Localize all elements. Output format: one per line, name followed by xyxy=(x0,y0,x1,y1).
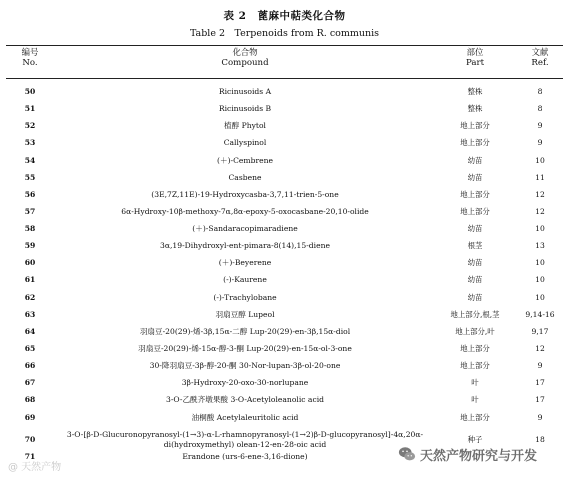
cell-no: 50 xyxy=(24,87,36,96)
cell-part: 地上部分 xyxy=(460,190,490,199)
cell-compound: (＋)-Sandaracopimaradiene xyxy=(192,224,298,233)
table-row xyxy=(0,173,569,183)
watermark-right xyxy=(398,444,537,464)
cell-no: 70 xyxy=(24,435,36,444)
cell-compound: (＋)-Beyerene xyxy=(218,258,272,267)
cell-part: 地上部分 xyxy=(460,344,490,353)
cell-ref: 17 xyxy=(535,378,545,387)
table-row xyxy=(0,87,569,97)
table-row xyxy=(0,310,569,320)
cell-compound: 油桐酸 Acetylaleuritolic acid xyxy=(191,413,299,422)
watermark-right-text: 天然产物研究与开发 xyxy=(420,448,538,464)
cell-part: 幼苗 xyxy=(467,173,483,182)
table-row xyxy=(0,293,569,303)
cell-no: 57 xyxy=(24,207,36,216)
cell-part: 地上部分 xyxy=(460,138,490,147)
cell-no: 51 xyxy=(24,104,36,113)
cell-compound: 3β-Hydroxy-20-oxo-30-norlupane xyxy=(181,378,309,387)
cell-compound: 30-降羽扇豆-3β-醇-20-酮 30-Nor-lupan-3β-ol-20-one xyxy=(149,361,341,370)
cell-part: 地上部分,叶 xyxy=(455,327,495,336)
table-row xyxy=(0,413,569,423)
cell-no: 60 xyxy=(24,258,36,267)
cell-compound: 6α-Hydroxy-10β-methoxy-7α,8α-epoxy-5-oxocasbane-20,10-olide xyxy=(121,207,369,216)
cell-part: 地上部分 xyxy=(460,361,490,370)
header-ref-zh: 文献 xyxy=(531,47,549,57)
cell-no: 65 xyxy=(24,344,36,353)
cell-compound: Casbene xyxy=(228,173,262,182)
table-top-rule xyxy=(6,45,563,46)
cell-ref: 9,14-16 xyxy=(525,310,555,319)
cell-part: 整株 xyxy=(467,104,483,113)
cell-compound: 3-O-乙酰齐墩果酸 3-O-Acetyloleanolic acid xyxy=(166,395,324,404)
cell-no: 55 xyxy=(24,173,36,182)
header-no-zh: 编号 xyxy=(21,47,39,57)
header-no-en: No. xyxy=(22,58,38,68)
cell-part: 整株 xyxy=(467,87,483,96)
table-row xyxy=(0,224,569,234)
cell-compound: (＋)-Cembrene xyxy=(217,156,273,165)
cell-compound: (-)-Trachylobane xyxy=(213,293,277,302)
header-compound xyxy=(60,47,430,69)
header-part-en: Part xyxy=(465,58,485,68)
cell-ref: 9 xyxy=(537,121,543,130)
header-ref xyxy=(520,47,560,69)
cell-ref: 12 xyxy=(535,344,545,353)
table-row xyxy=(0,258,569,268)
cell-compound: Ricinusoids A xyxy=(218,87,272,96)
cell-part: 幼苗 xyxy=(467,224,483,233)
cell-part: 幼苗 xyxy=(467,156,483,165)
cell-no: 68 xyxy=(24,395,36,404)
cell-ref: 11 xyxy=(535,173,545,182)
cell-no: 56 xyxy=(24,190,36,199)
cell-compound: 3-O-[β-D-Glucuronopyranosyl-(1→3)-α-L-rhamnopyranosyl-(1→2)β-D-glucopyranosyl]-4α,20α-di(hydroxymethyl) olean-12-en-28-oic acid xyxy=(66,430,424,449)
wechat-logo-icon xyxy=(398,445,416,463)
table-row xyxy=(0,207,569,217)
cell-compound: 3α,19-Dihydroxyl-ent-pimara-8(14),15-diene xyxy=(160,241,330,250)
cell-part: 地上部分 xyxy=(460,413,490,422)
header-part xyxy=(430,47,520,69)
cell-part: 叶 xyxy=(471,378,479,387)
table-row xyxy=(0,344,569,354)
cell-part: 根茎 xyxy=(467,241,483,250)
cell-no: 66 xyxy=(24,361,36,370)
cell-no: 63 xyxy=(24,310,36,319)
cell-part: 地上部分,根,茎 xyxy=(450,310,500,319)
table-row xyxy=(0,275,569,285)
header-compound-zh: 化合物 xyxy=(232,47,258,57)
cell-ref: 12 xyxy=(535,190,545,199)
cell-ref: 18 xyxy=(535,435,545,444)
cell-ref: 10 xyxy=(535,293,545,302)
cell-ref: 9 xyxy=(537,138,543,147)
table-header-rule xyxy=(6,78,563,79)
cell-no: 52 xyxy=(24,121,36,130)
table-caption-en: Table 2 Terpenoids from R. communis xyxy=(189,28,380,39)
cell-part: 幼苗 xyxy=(467,258,483,267)
table-header xyxy=(0,47,569,79)
table-row xyxy=(0,138,569,148)
cell-no: 69 xyxy=(24,413,36,422)
header-no xyxy=(10,47,50,69)
cell-ref: 10 xyxy=(535,275,545,284)
table-row xyxy=(0,327,569,337)
cell-compound: Ricinusoids B xyxy=(218,104,272,113)
cell-compound: Erandone (urs-6-ene-3,16-dione) xyxy=(182,452,308,461)
cell-compound: 羽扇豆-20(29)-烯-3β,15α-二醇 Lup-20(29)-en-3β,15α-diol xyxy=(139,327,351,336)
cell-ref: 12 xyxy=(535,207,545,216)
table-row xyxy=(0,104,569,114)
cell-part: 种子 xyxy=(467,435,483,444)
watermark-left: @ 天然产物 xyxy=(8,462,62,473)
header-ref-en: Ref. xyxy=(531,58,549,68)
table-row xyxy=(0,395,569,405)
cell-compound: 植醇 Phytol xyxy=(224,121,266,130)
cell-ref: 8 xyxy=(537,104,543,113)
cell-part: 叶 xyxy=(471,395,479,404)
cell-ref: 10 xyxy=(535,224,545,233)
table-row xyxy=(0,121,569,131)
cell-ref: 8 xyxy=(537,87,543,96)
cell-compound: (-)-Kaurene xyxy=(223,275,267,284)
cell-no: 58 xyxy=(24,224,36,233)
cell-ref: 10 xyxy=(535,156,545,165)
cell-part: 幼苗 xyxy=(467,275,483,284)
header-part-zh: 部位 xyxy=(466,47,484,57)
cell-no: 61 xyxy=(24,275,36,284)
cell-no: 53 xyxy=(24,138,36,147)
cell-compound: (3E,7Z,11E)-19-Hydroxycasba-3,7,11-trien-5-one xyxy=(151,190,339,199)
cell-compound: 羽扇豆醇 Lupeol xyxy=(215,310,275,319)
cell-no: 67 xyxy=(24,378,36,387)
table-row xyxy=(0,378,569,388)
table-row xyxy=(0,241,569,251)
header-compound-en: Compound xyxy=(221,58,269,68)
cell-compound: Callyspinol xyxy=(223,138,267,147)
cell-no: 54 xyxy=(24,156,36,165)
table-row xyxy=(0,361,569,371)
cell-no: 71 xyxy=(24,452,36,461)
cell-no: 59 xyxy=(24,241,36,250)
cell-no: 62 xyxy=(24,293,36,302)
cell-no: 64 xyxy=(24,327,36,336)
cell-compound: 羽扇豆-20(29)-烯-15α-醇-3-酮 Lup-20(29)-en-15α-ol-3-one xyxy=(138,344,352,353)
table-row xyxy=(0,156,569,166)
cell-ref: 9,17 xyxy=(531,327,549,336)
cell-ref: 13 xyxy=(535,241,545,250)
cell-ref: 9 xyxy=(537,413,543,422)
cell-ref: 17 xyxy=(535,395,545,404)
cell-ref: 9 xyxy=(537,361,543,370)
table-row xyxy=(0,190,569,200)
table-caption-zh: 表 2 蓖麻中萜类化合物 xyxy=(223,10,346,22)
cell-part: 幼苗 xyxy=(467,293,483,302)
cell-ref: 10 xyxy=(535,258,545,267)
cell-part: 地上部分 xyxy=(460,121,490,130)
cell-part: 地上部分 xyxy=(460,207,490,216)
